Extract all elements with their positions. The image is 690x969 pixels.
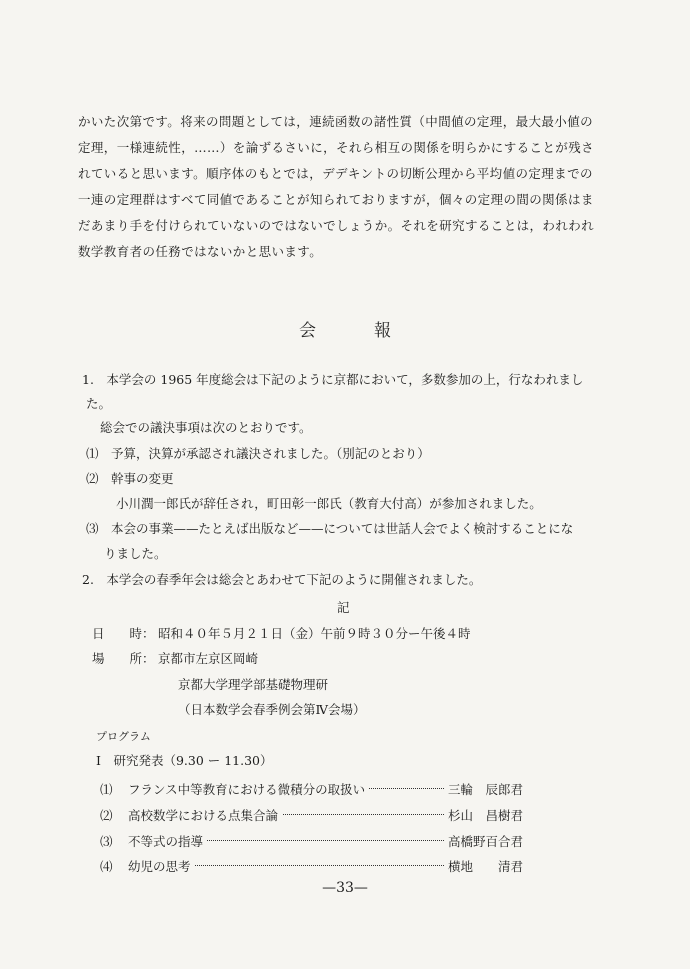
- resolution-3-cont: りました。: [104, 546, 167, 561]
- program-row-number: ⑶: [100, 834, 113, 849]
- intro-line-4: 一連の定理群はすべて同値であることが知られておりますが，個々の定理の間の関係はま: [78, 192, 594, 207]
- program-row-title: 高校数学における点集合論: [128, 806, 282, 824]
- resolutions-intro: 総会での議決事項は次のとおりです。: [100, 420, 312, 435]
- program-row: [100, 832, 540, 850]
- date-value: 昭和４０年５月２１日（金）午前９時３０分ー午後４時: [158, 626, 471, 641]
- intro-line-6: 数学教育者の任務ではないかと思います。: [78, 244, 323, 259]
- venue-line-2: （日本数学会春季例会第Ⅳ会場）: [178, 702, 366, 717]
- resolution-3: ⑶ 本会の事業——たとえば出版など——については世話人会でよく検討することにな: [86, 521, 574, 536]
- intro-line-5: だあまり手を付けられていないのではないでしょうか。それを研究することは，われわれ: [78, 218, 595, 233]
- intro-line-1: かいた次第です。将来の問題としては，連続函数の諸性質（中間値の定理，最大最小値の: [78, 114, 594, 129]
- place-label: 場 所：: [92, 651, 155, 666]
- report-item-1-cont: た。: [86, 396, 112, 411]
- report-item-1: 1. 本学会の 1965 年度総会は下記のように京都において，多数参加の上，行なわれまし: [82, 372, 584, 387]
- program-row: [100, 857, 540, 875]
- program-row-number: ⑵: [100, 808, 113, 823]
- program-row-number: ⑷: [100, 859, 113, 874]
- resolution-2-detail: 小川潤一郎氏が辞任され，町田彰一郎氏（教育大付高）が参加されました。: [116, 496, 542, 511]
- program-row: [100, 806, 540, 824]
- program-row-title: フランス中等教育における微積分の取扱い: [128, 780, 369, 798]
- intro-line-3: れていると思います。順序体のもとでは，デデキントの切断公理から平均値の定理までの: [78, 166, 593, 181]
- date-label: 日 時：: [92, 626, 155, 641]
- section-heading: 会報: [299, 321, 449, 341]
- resolution-2: ⑵ 幹事の変更: [86, 471, 174, 486]
- program-row-presenter: 高橋野百合君: [448, 832, 540, 850]
- program-section-title: Ⅰ 研究発表（9.30 ー 11.30）: [96, 753, 273, 768]
- place-value: 京都市左京区岡崎: [158, 651, 259, 666]
- program-label: プログラム: [96, 730, 151, 743]
- program-row: [100, 780, 540, 798]
- report-item-2: 2. 本学会の春季年会は総会とあわせて下記のように開催されました。: [82, 572, 482, 587]
- program-row-presenter: 横地 清君: [448, 857, 540, 875]
- resolution-1: ⑴ 予算，決算が承認され議決されました。（別記のとおり）: [86, 446, 430, 461]
- intro-line-2: 定理，一様連続性，……）を論ずるさいに，それら相互の関係を明らかにすることが残さ: [78, 140, 595, 155]
- program-row-title: 幼児の思考: [128, 857, 195, 875]
- program-row-title: 不等式の指導: [128, 832, 207, 850]
- ki-label: 記: [337, 600, 350, 615]
- venue-line-1: 京都大学理学部基礎物理研: [178, 677, 329, 692]
- program-row-presenter: 杉山 昌樹君: [448, 806, 540, 824]
- program-row-number: ⑴: [100, 782, 113, 797]
- program-row-presenter: 三輪 辰郎君: [448, 780, 540, 798]
- page-number: —33—: [322, 880, 368, 896]
